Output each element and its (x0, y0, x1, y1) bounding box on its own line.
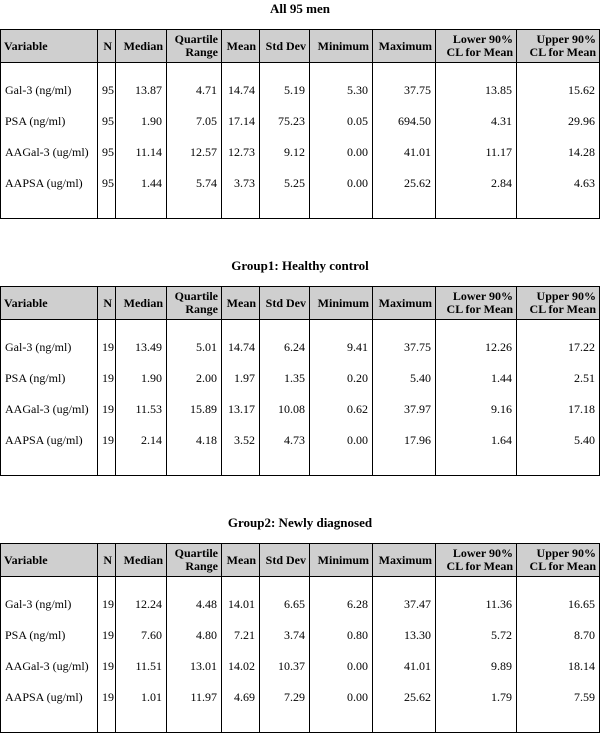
cell-variable: AAPSA (ug/ml) (1, 425, 98, 476)
cell-n: 19 (98, 589, 116, 620)
cell-quartile-range: 4.80 (167, 620, 222, 651)
cell-minimum: 0.80 (310, 620, 373, 651)
column-header-median: Median (116, 544, 167, 577)
column-header-lower-cl (436, 30, 517, 63)
cell-maximum: 694.50 (373, 106, 436, 137)
column-header-variable: Variable (1, 544, 98, 577)
header-row (1, 30, 600, 63)
cell-n: 19 (98, 425, 116, 476)
header-line: Range (185, 45, 218, 59)
cell-variable: AAGal-3 (ug/ml) (1, 651, 98, 682)
cell-median: 11.51 (116, 651, 167, 682)
cell-upper-cl: 4.63 (517, 168, 600, 219)
cell-upper-cl: 15.62 (517, 75, 600, 106)
cell-n: 19 (98, 332, 116, 363)
table-row (1, 168, 600, 219)
cell-mean: 7.21 (222, 620, 260, 651)
cell-lower-cl: 4.31 (436, 106, 517, 137)
cell-maximum: 37.47 (373, 589, 436, 620)
cell-median: 12.24 (116, 589, 167, 620)
cell-quartile-range: 4.48 (167, 589, 222, 620)
table-row (1, 363, 600, 394)
cell-upper-cl: 29.96 (517, 106, 600, 137)
column-header-mean: Mean (222, 287, 260, 320)
cell-mean: 13.17 (222, 394, 260, 425)
cell-std-dev: 1.35 (260, 363, 310, 394)
cell-maximum: 37.97 (373, 394, 436, 425)
cell-variable: AAGal-3 (ug/ml) (1, 394, 98, 425)
cell-median: 11.14 (116, 137, 167, 168)
cell-minimum: 0.05 (310, 106, 373, 137)
table-row (1, 75, 600, 106)
column-header-n: N (98, 544, 116, 577)
header-line: CL for Mean (446, 302, 513, 316)
table-row (1, 394, 600, 425)
header-line: CL for Mean (446, 45, 513, 59)
table-row (1, 651, 600, 682)
cell-quartile-range: 5.01 (167, 332, 222, 363)
statistics-table (0, 286, 600, 476)
column-header-n: N (98, 287, 116, 320)
table-row (1, 137, 600, 168)
column-header-quartile-range (167, 544, 222, 577)
cell-std-dev: 10.37 (260, 651, 310, 682)
cell-variable: Gal-3 (ng/ml) (1, 332, 98, 363)
column-header-upper-cl (517, 544, 600, 577)
cell-quartile-range: 11.97 (167, 682, 222, 733)
cell-std-dev: 5.25 (260, 168, 310, 219)
header-line: Lower 90% (452, 289, 513, 303)
statistics-table (0, 29, 600, 219)
cell-lower-cl: 1.79 (436, 682, 517, 733)
cell-lower-cl: 11.17 (436, 137, 517, 168)
section-title: Group2: Newly diagnosed (227, 515, 373, 530)
cell-upper-cl: 17.18 (517, 394, 600, 425)
cell-n: 95 (98, 106, 116, 137)
cell-std-dev: 75.23 (260, 106, 310, 137)
cell-median: 13.49 (116, 332, 167, 363)
cell-mean: 1.97 (222, 363, 260, 394)
column-header-maximum: Maximum (373, 544, 436, 577)
cell-mean: 14.74 (222, 332, 260, 363)
cell-lower-cl: 9.89 (436, 651, 517, 682)
column-header-minimum: Minimum (310, 287, 373, 320)
cell-std-dev: 10.08 (260, 394, 310, 425)
header-line: Range (185, 559, 218, 573)
cell-std-dev: 6.24 (260, 332, 310, 363)
column-header-std-dev: Std Dev (260, 30, 310, 63)
cell-median: 7.60 (116, 620, 167, 651)
cell-variable: PSA (ng/ml) (1, 620, 98, 651)
table-section (0, 0, 600, 219)
header-line: Upper 90% (536, 546, 596, 560)
cell-mean: 4.69 (222, 682, 260, 733)
cell-minimum: 0.20 (310, 363, 373, 394)
cell-minimum: 0.00 (310, 651, 373, 682)
cell-mean: 14.01 (222, 589, 260, 620)
header-line: Lower 90% (452, 546, 513, 560)
cell-minimum: 6.28 (310, 589, 373, 620)
header-line: Lower 90% (452, 32, 513, 46)
cell-std-dev: 4.73 (260, 425, 310, 476)
header-line: Range (185, 302, 218, 316)
cell-minimum: 0.00 (310, 137, 373, 168)
column-header-mean: Mean (222, 30, 260, 63)
cell-n: 19 (98, 682, 116, 733)
cell-mean: 17.14 (222, 106, 260, 137)
header-line: Quartile (174, 289, 218, 303)
cell-quartile-range: 13.01 (167, 651, 222, 682)
cell-quartile-range: 4.18 (167, 425, 222, 476)
cell-maximum: 17.96 (373, 425, 436, 476)
cell-variable: Gal-3 (ng/ml) (1, 589, 98, 620)
section-title: Group1: Healthy control (231, 258, 369, 273)
cell-variable: AAPSA (ug/ml) (1, 168, 98, 219)
cell-lower-cl: 13.85 (436, 75, 517, 106)
header-line: Upper 90% (536, 32, 596, 46)
cell-n: 19 (98, 620, 116, 651)
cell-median: 1.90 (116, 363, 167, 394)
header-line: Quartile (174, 32, 218, 46)
cell-n: 19 (98, 394, 116, 425)
cell-upper-cl: 17.22 (517, 332, 600, 363)
cell-n: 95 (98, 168, 116, 219)
column-header-upper-cl (517, 287, 600, 320)
cell-minimum: 9.41 (310, 332, 373, 363)
table-row (1, 682, 600, 733)
cell-n: 19 (98, 651, 116, 682)
table-section (0, 259, 600, 476)
header-line: CL for Mean (529, 45, 596, 59)
cell-mean: 3.52 (222, 425, 260, 476)
cell-quartile-range: 15.89 (167, 394, 222, 425)
cell-median: 1.90 (116, 106, 167, 137)
cell-lower-cl: 1.44 (436, 363, 517, 394)
table-row (1, 425, 600, 476)
table-section (0, 516, 600, 733)
cell-maximum: 13.30 (373, 620, 436, 651)
cell-n: 95 (98, 75, 116, 106)
cell-upper-cl: 18.14 (517, 651, 600, 682)
cell-mean: 3.73 (222, 168, 260, 219)
column-header-mean: Mean (222, 544, 260, 577)
cell-upper-cl: 5.40 (517, 425, 600, 476)
cell-median: 2.14 (116, 425, 167, 476)
cell-median: 13.87 (116, 75, 167, 106)
column-header-n: N (98, 30, 116, 63)
header-line: Upper 90% (536, 289, 596, 303)
cell-minimum: 0.00 (310, 168, 373, 219)
cell-lower-cl: 2.84 (436, 168, 517, 219)
cell-n: 19 (98, 363, 116, 394)
section-title: All 95 men (270, 1, 330, 16)
cell-minimum: 0.00 (310, 682, 373, 733)
cell-variable: Gal-3 (ng/ml) (1, 75, 98, 106)
cell-maximum: 25.62 (373, 168, 436, 219)
header-line: Quartile (174, 546, 218, 560)
cell-mean: 12.73 (222, 137, 260, 168)
cell-std-dev: 3.74 (260, 620, 310, 651)
column-header-variable: Variable (1, 287, 98, 320)
cell-lower-cl: 12.26 (436, 332, 517, 363)
cell-median: 11.53 (116, 394, 167, 425)
cell-minimum: 0.62 (310, 394, 373, 425)
header-row (1, 544, 600, 577)
cell-upper-cl: 2.51 (517, 363, 600, 394)
cell-upper-cl: 16.65 (517, 589, 600, 620)
column-header-lower-cl (436, 544, 517, 577)
cell-lower-cl: 11.36 (436, 589, 517, 620)
cell-n: 95 (98, 137, 116, 168)
cell-mean: 14.02 (222, 651, 260, 682)
table-row (1, 620, 600, 651)
cell-std-dev: 6.65 (260, 589, 310, 620)
cell-maximum: 37.75 (373, 75, 436, 106)
cell-std-dev: 9.12 (260, 137, 310, 168)
column-header-median: Median (116, 287, 167, 320)
column-header-quartile-range (167, 30, 222, 63)
cell-upper-cl: 14.28 (517, 137, 600, 168)
column-header-std-dev: Std Dev (260, 544, 310, 577)
column-header-upper-cl (517, 30, 600, 63)
cell-maximum: 37.75 (373, 332, 436, 363)
table-row (1, 332, 600, 363)
header-line: CL for Mean (529, 559, 596, 573)
cell-quartile-range: 4.71 (167, 75, 222, 106)
cell-variable: AAGal-3 (ug/ml) (1, 137, 98, 168)
column-header-maximum: Maximum (373, 30, 436, 63)
section-gap (0, 219, 600, 259)
cell-quartile-range: 7.05 (167, 106, 222, 137)
cell-minimum: 0.00 (310, 425, 373, 476)
column-header-minimum: Minimum (310, 30, 373, 63)
cell-median: 1.44 (116, 168, 167, 219)
column-header-lower-cl (436, 287, 517, 320)
statistics-table (0, 543, 600, 733)
cell-maximum: 25.62 (373, 682, 436, 733)
cell-median: 1.01 (116, 682, 167, 733)
header-line: CL for Mean (529, 302, 596, 316)
column-header-variable: Variable (1, 30, 98, 63)
cell-minimum: 5.30 (310, 75, 373, 106)
column-header-std-dev: Std Dev (260, 287, 310, 320)
section-gap (0, 476, 600, 516)
cell-quartile-range: 2.00 (167, 363, 222, 394)
cell-lower-cl: 9.16 (436, 394, 517, 425)
cell-variable: PSA (ng/ml) (1, 106, 98, 137)
table-row (1, 589, 600, 620)
cell-maximum: 41.01 (373, 137, 436, 168)
cell-std-dev: 7.29 (260, 682, 310, 733)
cell-upper-cl: 7.59 (517, 682, 600, 733)
cell-mean: 14.74 (222, 75, 260, 106)
column-header-maximum: Maximum (373, 287, 436, 320)
column-header-median: Median (116, 30, 167, 63)
cell-variable: PSA (ng/ml) (1, 363, 98, 394)
cell-variable: AAPSA (ug/ml) (1, 682, 98, 733)
table-row (1, 106, 600, 137)
column-header-minimum: Minimum (310, 544, 373, 577)
cell-quartile-range: 12.57 (167, 137, 222, 168)
cell-lower-cl: 5.72 (436, 620, 517, 651)
header-line: CL for Mean (446, 559, 513, 573)
cell-upper-cl: 8.70 (517, 620, 600, 651)
cell-maximum: 5.40 (373, 363, 436, 394)
cell-std-dev: 5.19 (260, 75, 310, 106)
cell-maximum: 41.01 (373, 651, 436, 682)
header-row (1, 287, 600, 320)
column-header-quartile-range (167, 287, 222, 320)
cell-quartile-range: 5.74 (167, 168, 222, 219)
cell-lower-cl: 1.64 (436, 425, 517, 476)
